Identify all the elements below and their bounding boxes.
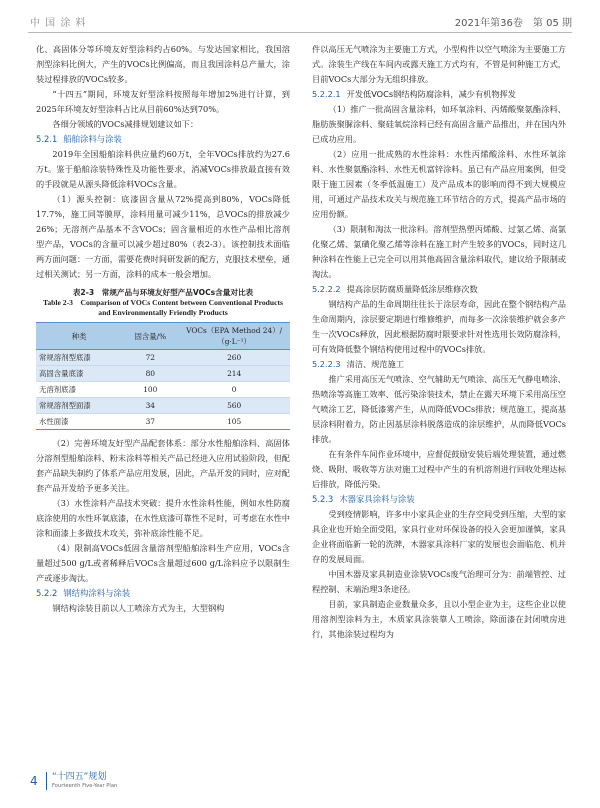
table-cell: 常规溶剂型底漆 xyxy=(36,350,122,366)
table-row xyxy=(36,366,290,382)
paragraph: （1）源头控制：底漆固含量从72%提高到80%，VOCs降低17.7%，施工同等膜厚，涂料用量可减少11%，总VOCs的排放减少26%；无溶剂产品基本不含VOCs；固含量相近的水性产品相比溶剂型产品，VOCs的含量可以减少超过80%（表2-3）。该控制技术面临两方面问题：一方面，需要花费时间研发新的配方，克服技术壁垒，通过相关测试；另一方面，涂料的成本一般会增加。 xyxy=(36,194,290,279)
table-cell: 0 xyxy=(178,382,290,398)
right-column xyxy=(312,42,566,642)
section-heading-5-2-2 xyxy=(36,586,290,601)
section-number: 5.2.1 xyxy=(36,134,58,144)
section-number: 5.2.2 xyxy=(36,588,58,598)
paragraph: 受到疫情影响，许多中小家具企业的生存空间受到压缩，大型的家具企业也开始全面受阻，家具行业对环保设备的投入会更加谨慎，家具企业将面临新一轮的洗牌，木器家具涂料厂家的发展也会面临危、机并存的发展局面。 xyxy=(312,509,566,564)
paragraph: （2）完善环境友好型产品配套体系：部分水性船舶涂料、高固体分溶剂型船舶涂料、粉末涂料等相关产品已经进入应用试验阶段，但配套产品缺失制约了体系产品应用发展，因此，产品开发的同时，应对配套产品开发给予更多关注。 xyxy=(36,438,290,493)
table-cell: 72 xyxy=(122,350,178,366)
issue-info: 2021年第36卷 第 05 期 xyxy=(454,18,572,29)
section-title: 清洁、规范施工 xyxy=(346,359,404,369)
table-header-cell: 固含量/% xyxy=(122,323,178,350)
section-heading-5-2-2-3 xyxy=(312,357,566,372)
header-divider xyxy=(28,32,572,33)
page-header xyxy=(0,0,600,38)
section-number: 5.2.3 xyxy=(312,494,334,504)
journal-name: 中 国 涂 料 xyxy=(30,18,87,29)
table-title-zh: 表2-3 常规产品与环境友好型产品VOCs含量对比表 xyxy=(72,288,254,297)
paragraph: 件以高压无气喷涂为主要施工方式，小型构件以空气喷涂为主要施工方式。涂装生产线在车间内或露天施工方式均有，不管是何种施工方式，目前VOCs大部分为无组织排放。 xyxy=(312,44,566,84)
series-title-en: Fourteenth Five-Year Plan xyxy=(52,783,118,789)
table-cell: 无溶剂底漆 xyxy=(36,382,122,398)
section-number: 5.2.2.2 xyxy=(312,284,341,294)
section-heading-5-2-2-2 xyxy=(312,282,566,297)
table-title-en: Table 2-3 Comparison of VOCs Content between Conventional Products and Environmentally Friendly Products xyxy=(43,298,283,317)
section-heading-5-2-2-1 xyxy=(312,87,566,102)
section-title: 木器家具涂料与涂装 xyxy=(339,494,415,504)
table-header-row xyxy=(36,323,290,350)
paragraph: 目前，家具制造企业数量众多，且以小型企业为主，这些企业以使用溶剂型涂料为主，木质家具涂装靠人工喷涂，除面漆在封闭喷房进行，其他涂装过程均为 xyxy=(312,599,566,639)
left-column xyxy=(36,42,290,616)
table-row xyxy=(36,398,290,414)
paragraph: （1）推广一批高固含量涂料，如环氧涂料、丙烯酸聚氨酯涂料、脂肪族聚脲涂料、聚硅氧烷涂料已经有高固含量产品推出，并在国内外已成功应用。 xyxy=(312,104,566,144)
table-cell: 高固含量底漆 xyxy=(36,366,122,382)
table-cell: 100 xyxy=(122,382,178,398)
table-header-cell: 种类 xyxy=(36,323,122,350)
table-cell: 水性面漆 xyxy=(36,414,122,430)
table-caption xyxy=(36,288,290,318)
paragraph: 钢结构产品的生命周期往往长于涂层寿命，因此在整个钢结构产品生命周期内，涂层要定期进行维修维护，而每多一次涂装维护就会多产生一次VOCs释放，因此根据防腐时限要求针对性选用长效防腐涂料，可有效降低整个钢结构使用过程中的VOCs排放。 xyxy=(312,299,566,354)
page-footer xyxy=(0,772,600,808)
paragraph: 在有条件车间作业环境中，应督促鼓励安装后端处理装置，通过燃烧、吸附、吸收等方法对施工过程中产生的有机溶剂进行回收处理达标后排放，降低污染。 xyxy=(312,449,566,489)
table-cell: 560 xyxy=(178,398,290,414)
footer-series-label xyxy=(46,772,117,790)
paragraph: （3）限制和淘汰一批涂料。溶剂型热塑丙烯酸、过氯乙烯、高氯化聚乙烯、氯磺化聚乙烯等涂料在施工时产生较多的VOCs，同时这几种涂料在性能上已完全可以用其他高固含量涂料取代，建议给予限制或淘汰。 xyxy=(312,224,566,279)
table-header-cell: VOCs（EPA Method 24）/（g·L⁻¹） xyxy=(178,323,290,350)
section-title: 钢结构涂料与涂装 xyxy=(63,588,131,598)
section-heading-5-2-1 xyxy=(36,132,290,147)
section-title: 船舶涂料与涂装 xyxy=(63,134,122,144)
paragraph: 推广采用高压无气喷涂、空气辅助无气喷涂、高压无气静电喷涂、热喷涂等高施工效率、低污染涂装技术，禁止在露天环境下采用高压空气喷涂工艺，降低漆雾产生，从而降低VOCs排放；规范施工，提高基层涂料附着力，防止因基层涂料脱落造成的涂层维护，从而降低VOCs排放。 xyxy=(312,374,566,444)
paragraph: （2）应用一批成熟的水性涂料：水性丙烯酸涂料、水性环氧涂料、水性聚氨酯涂料、水性无机富锌涂料。虽已有产品应用案例，但受限于施工因素（冬季低温施工）及产品成本的影响而得不到大规模应用，可通过产品技术攻关与规范施工环节结合的方式，提高产品市场的应用份额。 xyxy=(312,149,566,219)
section-title: 提高涂层防腐质量降低涂层维修次数 xyxy=(346,284,478,294)
table-cell: 80 xyxy=(122,366,178,382)
section-heading-5-2-3 xyxy=(312,492,566,507)
paragraph: 各细分领域的VOCs减排规划建议如下： xyxy=(52,119,199,129)
paragraph: 钢结构涂装目前以人工喷涂方式为主，大型钢构 xyxy=(52,603,225,613)
paragraph: 2019年全国船舶涂料供应量约60万t，全年VOCs排放约为27.6万t。鉴于船舶涂装特殊性及功能性要求，消减VOCs排放最直接有效的手段就是从源头降低涂料VOCs含量。 xyxy=(36,149,290,189)
table-cell: 214 xyxy=(178,366,290,382)
table-row xyxy=(36,382,290,398)
paragraph: 化、高固体分等环境友好型涂料约占60%。与发达国家相比，我国溶剂型涂料比例大，产生的VOCs比例偏高，而且我国涂料总产量大，涂装过程排放的VOCs较多。 xyxy=(36,44,290,84)
paragraph: 中国木器及家具制造业涂装VOCs废气治理可分为：前端管控、过程控制、末端治理3条途径。 xyxy=(312,569,566,594)
section-title: 开发低VOCs钢结构防腐涂料，减少有机物挥发 xyxy=(346,89,516,99)
table-cell: 37 xyxy=(122,414,178,430)
table-row xyxy=(36,414,290,430)
section-number: 5.2.2.3 xyxy=(312,359,341,369)
paragraph: （3）水性涂料产品技术突破：提升水性涂料性能，例如水性防腐底涂使用的水性环氧底漆，在水性底漆可靠性不足时，可考虑在水性中涂和面漆上多做技术攻关，弥补底涂性能不足。 xyxy=(36,498,290,538)
table-cell: 105 xyxy=(178,414,290,430)
table-cell: 260 xyxy=(178,350,290,366)
table-cell: 常规溶剂型面漆 xyxy=(36,398,122,414)
table-cell: 34 xyxy=(122,398,178,414)
table-row xyxy=(36,350,290,366)
paragraph: （4）限制高VOCs低固含量溶剂型船舶涂料生产应用，VOCs含量超过500 g/L或者稀释后VOCs含量超过600 g/L涂料应予以限制生产或逐步淘汰。 xyxy=(36,543,290,583)
paragraph: “十四五”期间，环境友好型涂料按照每年增加2%进行计算，到2025年环境友好型涂料占比从目前60%达到70%。 xyxy=(36,89,290,114)
section-number: 5.2.2.1 xyxy=(312,89,341,99)
voc-comparison-table xyxy=(36,322,290,430)
series-title-zh: “十四五”规划 xyxy=(52,772,107,782)
page-number: 4 xyxy=(30,774,38,788)
